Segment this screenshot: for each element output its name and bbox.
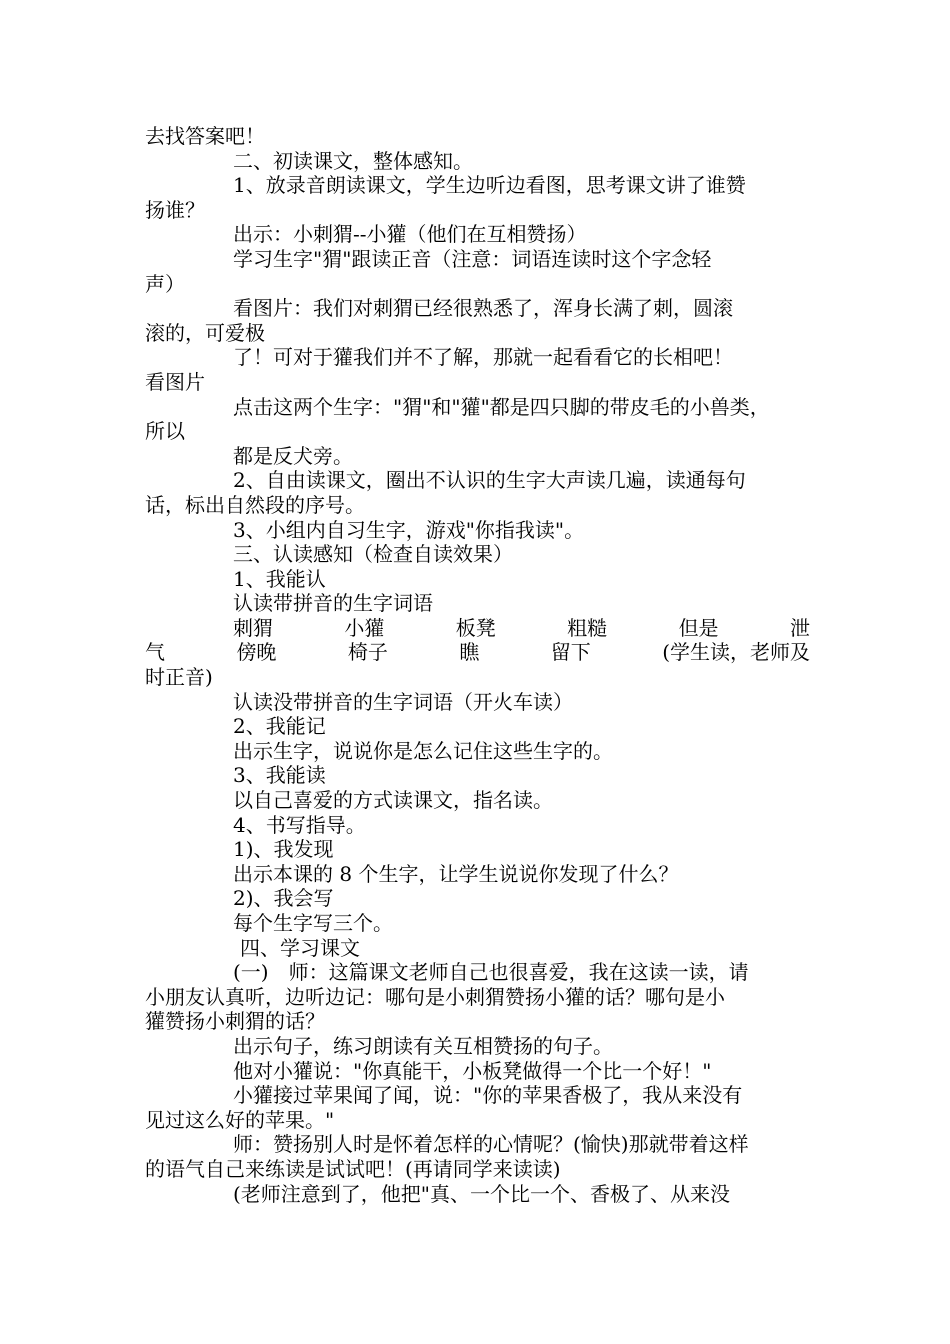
text-line: 学习生字"猬"跟读正音（注意：词语连读时这个字念轻 [233,246,712,271]
text-line: 所以 [145,419,185,444]
text-line: 话，标出自然段的序号。 [145,492,365,517]
text-line: 的语气自己来练读是试试吧！(再请同学来读读) [145,1156,561,1181]
text-line: 3、小组内自习生字，游戏"你指我读"。 [233,517,585,542]
word-list-row [145,640,810,665]
text-line: 2、自由读课文，圈出不认识的生字大声读几遍，读通每句 [233,468,746,493]
word-item: 留下 [550,640,591,665]
text-line: 都是反犬旁。 [233,443,353,468]
text-line: 扬谁？ [145,197,205,222]
quote-line: 见过这么好的苹果。" [145,1107,335,1132]
text-line: 出示本课的 8 个生字，让学生说说你发现了什么？ [233,861,679,886]
subsection-heading: 1)、我发现 [233,837,334,862]
word-item: 瞧 [459,640,480,665]
word-item: 傍晚 [236,640,277,665]
subsection-heading: 2)、我会写 [233,886,334,911]
text-line: 出示句子，练习朗读有关互相赞扬的句子。 [233,1033,613,1058]
section-heading: 三、认读感知（检查自读效果） [233,542,513,567]
text-line: 出示：小刺猬--小獾（他们在互相赞扬） [233,222,587,247]
quote-line: 小獾接过苹果闻了闻，说："你的苹果香极了，我从来没有 [233,1083,743,1108]
text-line: 每个生字写三个。 [233,911,393,935]
subsection-heading: 3、我能读 [233,763,326,788]
document-body [145,124,810,1206]
text-line: 小朋友认真听，边听边记：哪句是小刺猬赞扬小獾的话？哪句是小 [145,984,725,1009]
word-item: 板凳 [455,615,496,640]
text-line: 看图片：我们对刺猬已经很熟悉了，浑身长满了刺，圆滚 [233,296,733,321]
text-line: 看图片 [145,369,205,394]
text-line: 师：赞扬别人时是怀着怎样的心情呢？(愉快)那就带着这样 [233,1132,749,1157]
text-line: 点击这两个生字："猬"和"獾"都是四只脚的带皮毛的小兽类， [233,394,770,419]
section-heading: 二、初读课文，整体感知。 [233,148,473,173]
word-list-row [145,616,810,641]
text-line: 以自己喜爱的方式读课文，指名读。 [233,788,553,813]
text-line: 出示生字，说说你是怎么记住这些生字的。 [233,738,613,763]
word-item: (学生读，老师及 [662,640,810,665]
text-line: 认读没带拼音的生字词语（开火车读） [233,689,573,714]
subsection-heading: 4、书写指导。 [233,812,366,837]
word-item: 泄 [789,615,810,640]
word-item: 气 [145,640,165,665]
text-line: 认读带拼音的生字词语 [233,591,433,616]
text-line: 声） [145,271,185,296]
text-line: 了！可对于獾我们并不了解，那就一起看看它的长相吧！ [233,345,733,370]
text-line: 滚的，可爱极 [145,320,265,345]
text-line: (一) 师：这篇课文老师自己也很喜爱，我在这读一读，请 [233,960,749,985]
text-line: 时正音) [145,665,213,690]
subsection-heading: 2、我能记 [233,714,326,739]
word-item: 粗糙 [567,615,608,640]
text-line: (老师注意到了，他把"真、一个比一个、香极了、从来没 [233,1181,731,1206]
word-item: 小獾 [344,615,385,640]
word-item: 刺猬 [233,615,273,640]
text-line: 1、放录音朗读课文，学生边听边看图，思考课文讲了谁赞 [233,173,746,198]
subsection-heading: 1、我能认 [233,566,326,591]
text-line: 獾赞扬小刺猬的话？ [145,1009,325,1034]
text-line: 去找答案吧！ [145,124,265,148]
quote-line: 他对小獾说："你真能干，小板凳做得一个比一个好！" [233,1058,712,1083]
word-item: 但是 [678,615,719,640]
section-heading: 四、学习课文 [240,935,360,960]
word-item: 椅子 [347,640,388,665]
